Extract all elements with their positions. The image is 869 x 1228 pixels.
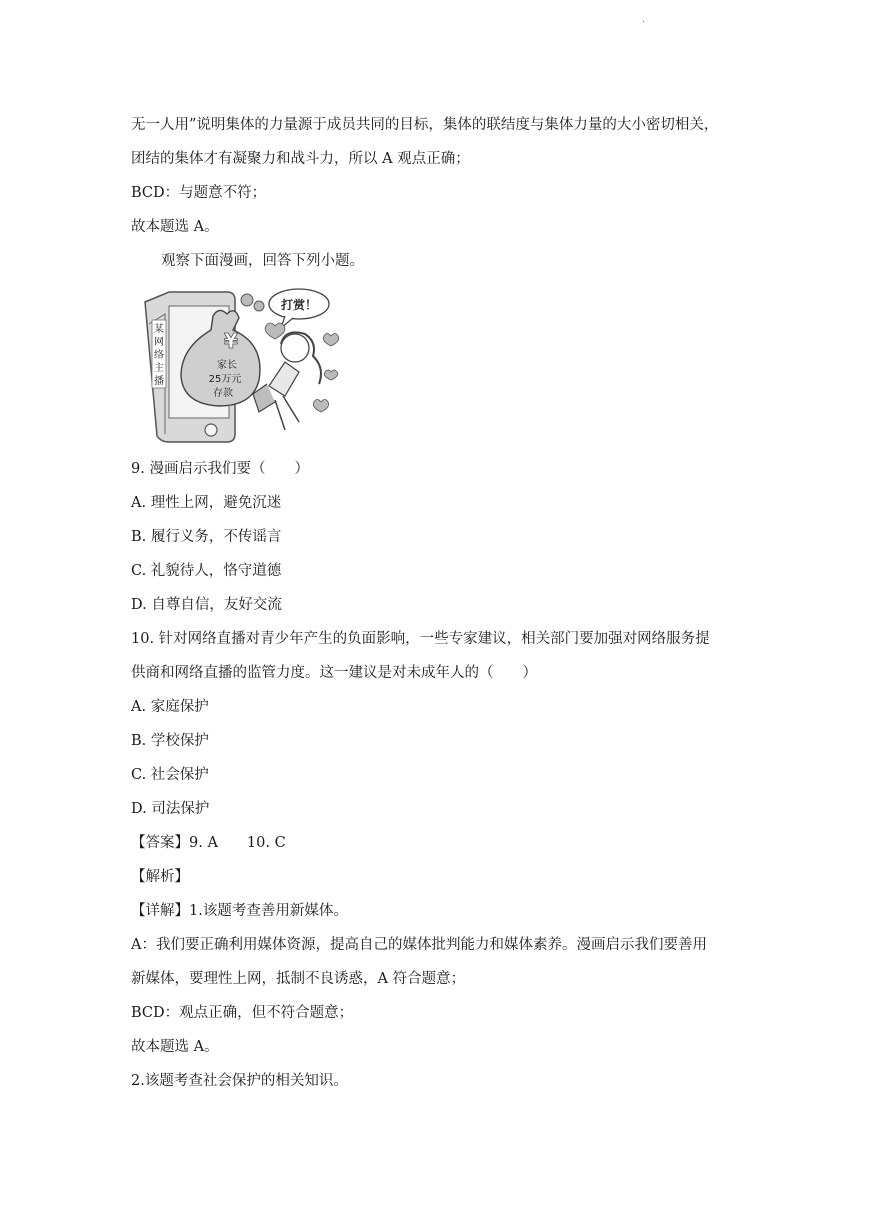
prev-explanation-line-1: 无一人用”说明集体的力量源于成员共同的目标，集体的联结度与集体力量的大小密切相关， bbox=[131, 117, 719, 133]
q10-option-d: D. 司法保护 bbox=[131, 801, 210, 817]
q9-option-c: C. 礼貌待人，恪守道德 bbox=[131, 563, 282, 579]
bag-label-line-3: 存款 bbox=[213, 388, 233, 399]
prev-explanation-line-4: 故本题选 A。 bbox=[131, 219, 219, 235]
prev-explanation-line-3: BCD：与题意不符； bbox=[131, 185, 267, 201]
detail-line-6: 2.该题考查社会保护的相关知识。 bbox=[131, 1073, 348, 1089]
phone-label-char-3: 络 bbox=[154, 350, 164, 361]
comic-image bbox=[135, 284, 345, 448]
detail-line-5: 故本题选 A。 bbox=[131, 1039, 219, 1055]
answer-line: 【答案】9. A 10. C bbox=[131, 835, 286, 851]
phone-label-char-1: 某 bbox=[154, 324, 164, 335]
prev-explanation-line-2: 团结的集体才有凝聚力和战斗力，所以 A 观点正确； bbox=[131, 151, 470, 167]
comic-intro: 观察下面漫画，回答下列小题。 bbox=[161, 253, 364, 269]
document-page bbox=[131, 108, 741, 1098]
detail-line-1: 【详解】1.该题考查善用新媒体。 bbox=[131, 903, 348, 919]
comic-figure bbox=[131, 284, 741, 448]
q9-option-d: D. 自尊自信，友好交流 bbox=[131, 597, 282, 613]
bag-label-line-1: 家长 bbox=[217, 360, 237, 371]
phone-label-char-4: 主 bbox=[154, 363, 164, 374]
page-mark: . bbox=[642, 14, 646, 25]
q10-stem-line-1: 10. 针对网络直播对青少年产生的负面影响，一些专家建议，相关部门要加强对网络服务提 bbox=[131, 631, 710, 647]
speech-bubble-text: 打赏！ bbox=[280, 298, 318, 312]
bag-label-line-2: 25万元 bbox=[208, 374, 242, 385]
phone-label-char-2: 网 bbox=[154, 337, 164, 348]
detail-line-3: 新媒体，要理性上网，抵制不良诱惑，A 符合题意； bbox=[131, 971, 466, 987]
q10-option-a: A. 家庭保护 bbox=[131, 699, 209, 715]
detail-line-2: A：我们要正确利用媒体资源，提高自己的媒体批判能力和媒体素养。漫画启示我们要善用 bbox=[131, 937, 707, 953]
q9-option-a: A. 理性上网，避免沉迷 bbox=[131, 495, 282, 511]
phone-label-char-5: 播 bbox=[154, 376, 164, 387]
q10-option-c: C. 社会保护 bbox=[131, 767, 209, 783]
q10-option-b: B. 学校保护 bbox=[131, 733, 209, 749]
q9-stem: 9. 漫画启示我们要（ ） bbox=[131, 461, 309, 477]
q10-stem-line-2: 供商和网络直播的监管力度。这一建议是对未成年人的（ ） bbox=[131, 665, 537, 681]
q9-option-b: B. 履行义务，不传谣言 bbox=[131, 529, 282, 545]
detail-line-4: BCD：观点正确，但不符合题意； bbox=[131, 1005, 354, 1021]
analysis-label: 【解析】 bbox=[131, 869, 189, 885]
svg-text:¥: ¥ bbox=[224, 329, 238, 353]
